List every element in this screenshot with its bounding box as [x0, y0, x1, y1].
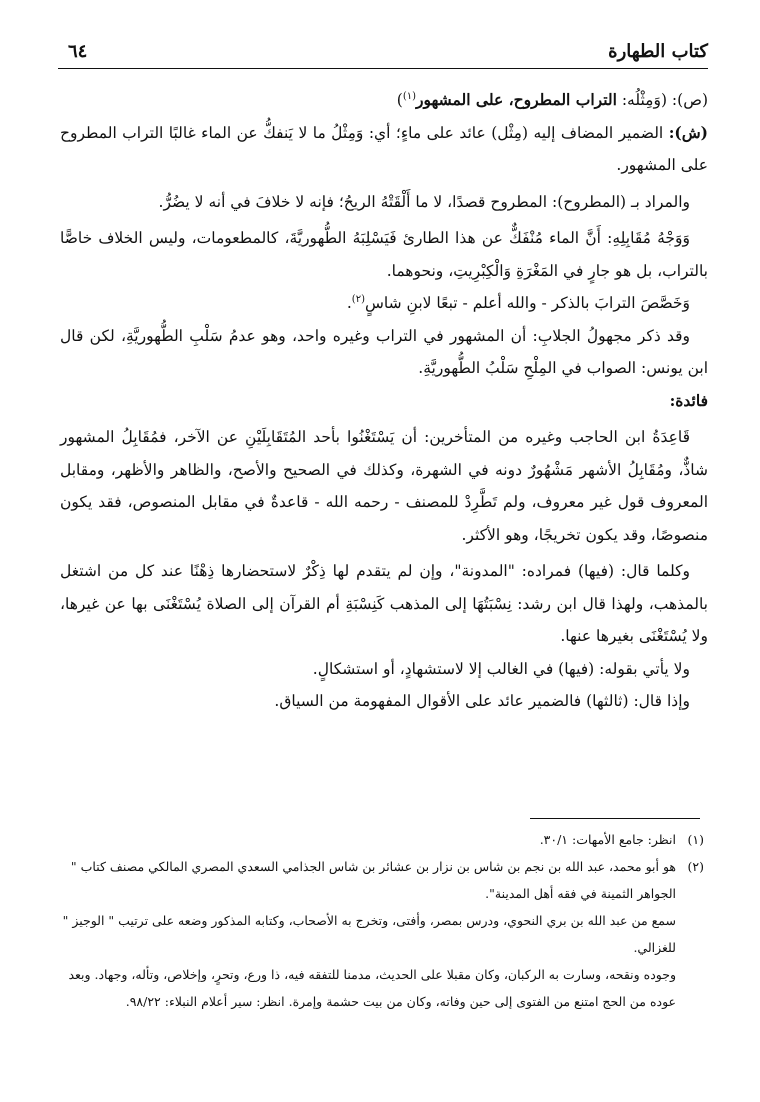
footnotes	[60, 826, 704, 1015]
footnote-line: سمع من عبد الله بن بري النحوي، ودرس بمصر، وأفتى، وتخرج به الأصحاب، وكتابه المذكور وضعه على ترتيب " الوجيز " للغزالي.	[62, 913, 676, 955]
text-segment: )	[396, 91, 403, 109]
paragraph-2	[60, 117, 708, 182]
footnote-2	[60, 853, 704, 1015]
paragraph-10: ولا يأتي بقوله: (فيها) في الغالب إلا لاستشهادٍ، أو استشكالٍ.	[312, 659, 690, 678]
section-label-faida: فائدة:	[669, 390, 708, 410]
footnote-1	[60, 826, 704, 853]
bold-segment: التراب المطروح، على المشهور	[416, 90, 617, 109]
footnote-marker: (١)	[687, 832, 704, 847]
paragraph-4: وَوَجْهُ مُقَابِلِهِ: أَنَّ الماء مُنْفَكٌّ عن هذا الطارئ فَيَسْلِبَهُ الطُّهوريَّةَ، كالمطعومات، وليس الخلاف خاصًّا بالتراب، بل هو جارٍ في المَغْرَةِ وَالْكِبْرِيتِ، ونحوهما.	[60, 229, 708, 280]
text-segment: وَخَصَّصَ الترابَ بالذكر - والله أعلم - تبعًا لابنِ شاسٍ	[364, 294, 690, 312]
footnote-line: هو أبو محمد، عبد الله بن نجم بن شاس بن نزار بن عشائر بن شاس الجذامي السعدي المصري المالكي مصنف كتاب " الجواهر الثمينة في فقه أهل المدينة".	[70, 859, 676, 901]
footnote-marker: (٢)	[687, 859, 704, 874]
footnote-ref-2[interactable]: (٢)	[351, 293, 365, 305]
text-segment: (ص): (وَمِثْلُه:	[616, 91, 708, 109]
text-segment: .	[346, 294, 352, 312]
paragraph-11: وإذا قال: (ثالثها) فالضمير عائد على الأقوال المفهومة من السياق.	[274, 692, 690, 710]
paragraph-1	[60, 84, 708, 117]
paragraph-9: وكلما قال: (فيها) فمراده: "المدونة"، وإن لم يتقدم لها ذِكْرٌ لاستحضارها ذِهْنًا عند كل من اشتغل بالمذهب، ولهذا قال ابن رشد: نِسْبَتُهَا إلى المذهب كَنِسْبَةِ أم القرآن إلى الصلاة يُسْتَغْنَى بها عن غيرها، ولا يُسْتَغْنَى بغيرها عنها.	[60, 562, 708, 645]
footnote-ref-1[interactable]: (١)	[402, 90, 417, 102]
paragraph-8: قَاعِدَةُ ابن الحاجب وغيره من المتأخرين: أن يَسْتَغْنُوا بأحد المُتَقَابِلَيْنِ عن الآخر، فمُقَابِلُ المشهور شاذٌّ، ومُقَابِلُ الأشهر مَشْهُورٌ دونه في الشهرة، وكذلك في الصحيح والأصح، والظاهر والأظهر، ومقابل المعروف قول غير معروف، ولم تَطَّرِدْ للمصنف - رحمه الله - قاعدةٌ في مقابل المنصوص، فقد يكون منصوصًا، وقد يكون تخريجًا، وهو الأكثر.	[60, 428, 708, 544]
page-header	[58, 38, 708, 69]
paragraph-5	[60, 287, 708, 320]
footnote-line: وجوده ونقحه، وسارت به الركبان، وكان مقبلا على الحديث، مدمنا للتفقه فيه، ذا ورع، وتحرٍ، وإخلاص، وتأله، وجهاد. وبعد عوده من الحج امتنع من الفتوى إلى حين وفاته، وكان من بيت حشمة وإمرة. انظر: سير أعلام النبلاء: ٩٨/٢٢.	[68, 967, 676, 1009]
chapter-title: كتاب الطهارة	[608, 41, 708, 62]
page-number: ٦٤	[68, 41, 88, 62]
text-segment: الضمير المضاف إليه (مِثْل) عائد على ماءٍ؛ أي: وَمِثْلُ ما لا يَنفكُّ عن الماء غالبًا التراب المطروح على المشهور.	[60, 123, 708, 174]
paragraph-3: والمراد بـ (المطروح): المطروح قصدًا، لا ما أَلْقَتْهُ الريحُ؛ فإنه لا خلافَ في أنه لا يضُرُّ.	[158, 192, 690, 211]
label-sh: (ش):	[668, 122, 708, 142]
main-text	[60, 84, 708, 718]
paragraph-6: وقد ذكر مجهولُ الجلابِ: أن المشهور في التراب وغيره واحد، وهو عدمُ سَلْبِ الطُّهوريَّةِ، لكن قال ابن يونس: الصواب في المِلْحِ سَلْبُ الطُّهوريَّةِ.	[60, 326, 708, 377]
footnote-separator	[530, 818, 700, 819]
footnote-line: انظر: جامع الأمهات: ٣٠/١.	[539, 832, 676, 847]
